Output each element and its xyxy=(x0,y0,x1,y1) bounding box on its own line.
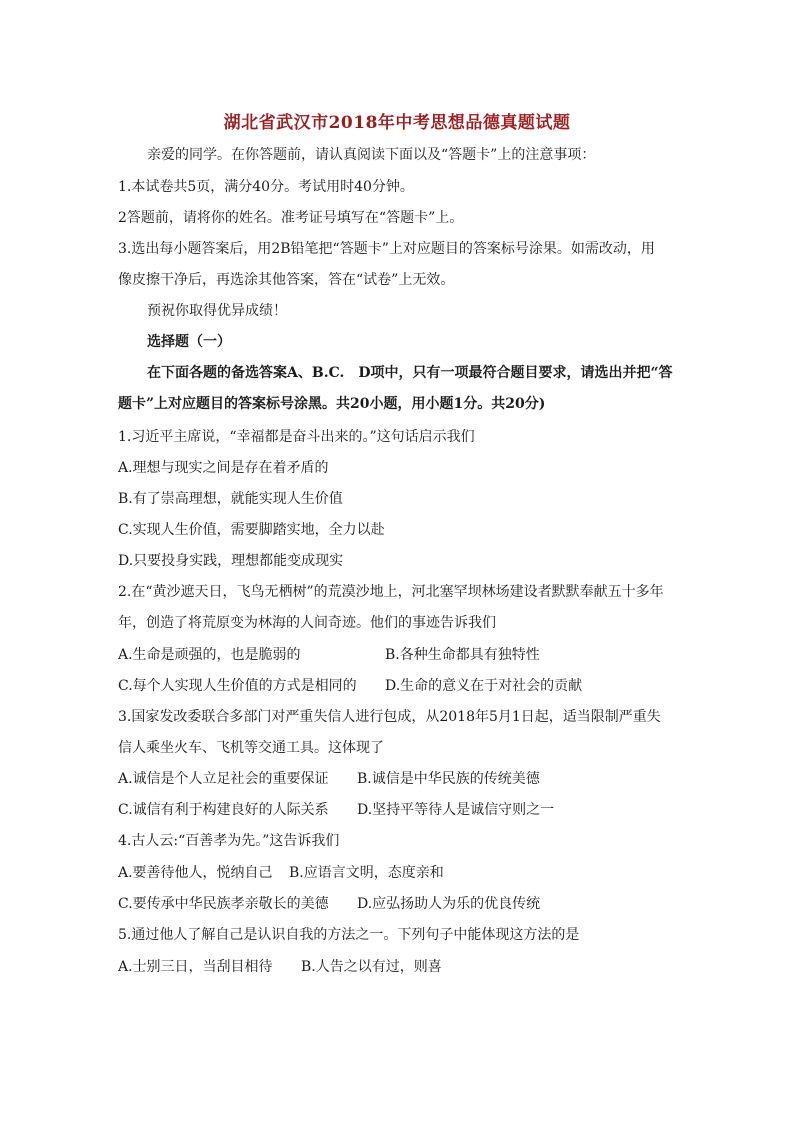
question-4-option-a: A.要善待他人，悦纳自己 xyxy=(118,865,273,881)
question-4-stem: 4.古人云:“百善孝为先。”这告诉我们 xyxy=(118,833,340,849)
question-1-option-a: A.理想与现实之间是存在着矛盾的 xyxy=(118,460,329,476)
question-1-option-b: B.有了崇高理想，就能实现人生价值 xyxy=(118,491,343,507)
question-3-stem-1: 3.国家发改委联合多部门对严重失信人进行包成，从2018年5月1日起，适当限制严重失 xyxy=(118,709,661,725)
question-3-option-d: D.坚持平等待人是诚信守则之一 xyxy=(357,802,555,818)
question-2-option-d: D.生命的意义在于对社会的贡献 xyxy=(385,678,583,694)
question-5-option-b: B.人告之以有过，则喜 xyxy=(301,959,442,975)
question-4-option-b: B.应语言文明，态度亲和 xyxy=(289,865,444,881)
question-4-option-c: C.要传承中华民族孝亲敬长的美德 xyxy=(118,896,329,912)
question-2-stem-1: 2.在“黄沙遮天日，飞鸟无栖树”的荒漠沙地上，河北塞罕坝林场建设者默默奉献五十多年 xyxy=(118,584,664,600)
question-3-option-c: C.诚信有利于构建良好的人际关系 xyxy=(118,802,329,818)
question-2-stem-2: 年，创造了将荒原变为林海的人间奇迹。他们的事迹告诉我们 xyxy=(118,615,496,631)
question-4-option-d: D.应弘扬助人为乐的优良传统 xyxy=(357,896,541,912)
question-2-option-c: C.每个人实现人生价值的方式是相同的 xyxy=(118,678,357,694)
note-3-cont: 像皮擦干净后，再选涂其他答案，答在“试卷”上无效。 xyxy=(118,272,455,288)
instructions-line-1: 在下面各题的备选答案A、B.C. D项中，只有一项最符合题目要求，请选出并把“答 xyxy=(147,365,673,381)
note-2: 2答题前，请将你的姓名。准考证号填写在“答题卡”上。 xyxy=(118,210,464,226)
question-5-stem: 5.通过他人了解自己是认识自我的方法之一。下列句子中能体现这方法的是 xyxy=(118,927,580,943)
question-2-option-b: B.各种生命都具有独特性 xyxy=(385,647,540,663)
question-2-option-a: A.生命是顽强的，也是脆弱的 xyxy=(118,647,301,663)
question-3-stem-2: 信人乘坐火车、飞机等交通工具。这体现了 xyxy=(118,740,384,756)
question-1-stem: 1.习近平主席说，“幸福都是奋斗出来的。”这句话启示我们 xyxy=(118,429,475,445)
section-title: 选择题（一） xyxy=(147,334,231,350)
note-3: 3.选出每小题答案后，用2B铅笔把“答题卡”上对应题目的答案标号涂果。如需改动，用 xyxy=(118,241,655,257)
question-5-option-a: A.士别三日，当刮目相待 xyxy=(118,959,273,975)
instructions-line-2: 题卡”上对应题目的答案标号涂黑。共20小题，用小题1分。共20分) xyxy=(118,396,546,412)
page-title: 湖北省武汉市2018年中考思想品德真题试题 xyxy=(223,113,571,133)
question-1-option-d: D.只要投身实践，理想都能变成现实 xyxy=(118,553,344,569)
wish-text: 预祝你取得优异成绩！ xyxy=(147,303,287,319)
intro-text: 亲爱的同学。在你答题前，请认真阅读下面以及“答题卡”上的注意事项： xyxy=(147,147,596,163)
question-3-option-a: A.诚信是个人立足社会的重要保证 xyxy=(118,771,329,787)
question-3-option-b: B.诚信是中华民族的传统美德 xyxy=(357,771,540,787)
note-1: 1.本试卷共5页，满分40分。考试用时40分钟。 xyxy=(118,179,414,195)
question-1-option-c: C.实现人生价值，需要脚踏实地，全力以赴 xyxy=(118,522,385,538)
